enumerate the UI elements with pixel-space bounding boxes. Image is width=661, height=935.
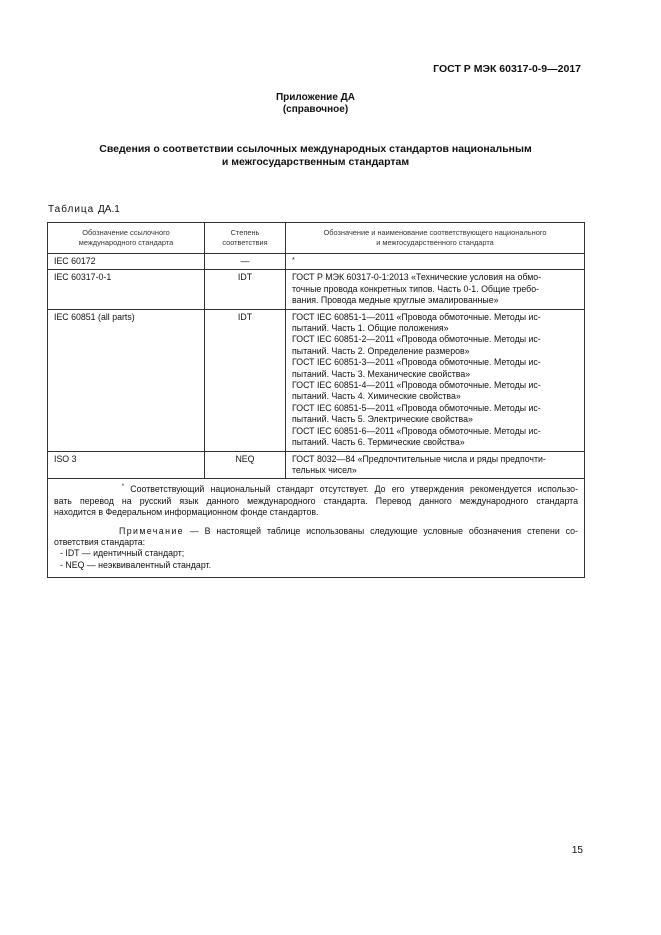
reference-cell: ISO 3 [48,451,205,479]
reference-cell: IEC 60172 [48,254,205,270]
table-caption-number: ДА.1 [98,204,120,215]
degree-cell: NEQ [205,451,286,479]
note: Примечание — В настоящей таблице использованы следующие условные обозначения степени со- ответствия стандарта: - IDT — идентичный стандарт; - NEQ — неэквивалентный стандарт. [54,525,578,570]
section-title-line-2: и межгосударственным стандартам [221,156,410,168]
reference-cell: IEC 60317-0-1 [48,270,205,309]
note-label: Примечание [119,525,184,536]
list-item: - IDT — идентичный стандарт; [60,548,185,559]
table-footnotes [48,479,585,578]
degree-cell: — [205,254,286,270]
table-row [48,309,585,451]
header-reference-standard: Обозначение ссылочного международного стандарта [48,223,205,254]
table-caption-word: Таблица [48,204,95,215]
header-national-standard: Обозначение и наименование соответствующего национального и межгосударственного стандарта [286,223,585,254]
section-title-line-1: Сведения о соответствии ссылочных международных стандартов национальным [99,143,532,155]
footnote-marker-cell: * [286,254,585,270]
correspondence-table [47,222,585,578]
section-title [70,143,561,169]
degree-cell: IDT [205,309,286,451]
national-standard-cell: ГОСТ IEC 60851-1—2011 «Провода обмоточные. Методы ис- пытаний. Часть 1. Общие положения» ГОСТ IEC 60851-2—2011 «Провода обмоточные. Методы ис- пытаний. Часть 2. Определение размеров» ГОСТ IEC 60851-3—2011 «Провода обмоточные. Методы ис- пытаний. Часть 3. Механические свойства» ГОСТ IEC 60851-4—2011 «Провода обмоточные. Методы ис- пытаний. Часть 4. Химические свойства» ГОСТ IEC 60851-5—2011 «Провода обмоточные. Методы ис- пытаний. Часть 5. Электрические свойства» ГОСТ IEC 60851-6—2011 «Провода обмоточные. Методы ис- пытаний. Часть 6. Термические свойства» [286,309,585,451]
table-row [48,270,585,309]
table-header-row [48,223,585,254]
document-code: ГОСТ Р МЭК 60317-0-9—2017 [433,63,581,75]
table-row [48,254,585,270]
annex-subtitle: (справочное) [282,104,349,115]
table-footer-row [48,479,585,578]
national-standard-cell: ГОСТ Р МЭК 60317-0-1:2013 «Технические условия на обмо- точные провода конкретных типов. Часть 0-1. Общие требо- вания. Провода медные круглые эмалированные» [286,270,585,309]
table-row [48,451,585,479]
footnote: * Соответствующий национальный стандарт отсутствует. До его утверждения рекомендуется использо- вать перевод на русский язык данного международного стандарта. Перевод данного международного стандарта находится в Федеральном информационном фонде стандартов. [54,484,579,518]
header-degree: Степень соответствия [205,223,286,254]
degree-cell: IDT [205,270,286,309]
reference-cell: IEC 60851 (all parts) [48,309,205,451]
footnote-marker: * [121,484,125,491]
table-caption [48,204,120,215]
list-item: - NEQ — неэквивалентный стандарт. [60,559,212,570]
national-standard-cell: ГОСТ 8032—84 «Предпочтительные числа и ряды предпочти- тельных чисел» [286,451,585,479]
page-number: 15 [571,845,583,856]
annex-title: Приложение ДА [275,92,356,103]
